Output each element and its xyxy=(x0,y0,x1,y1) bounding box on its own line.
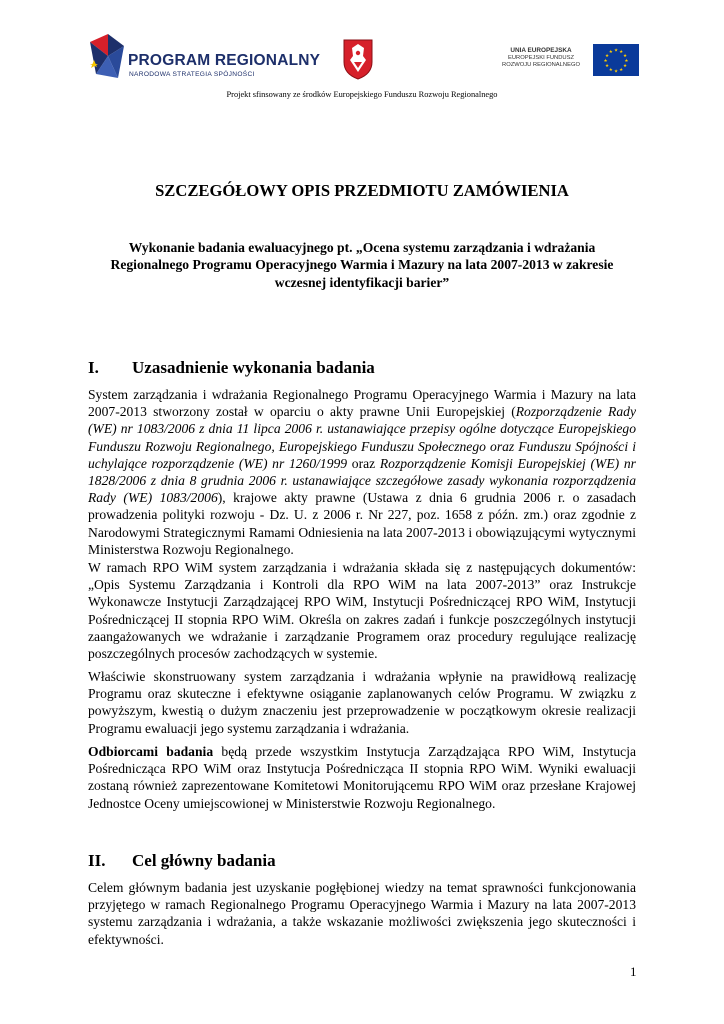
eu-flag-icon xyxy=(593,44,639,76)
section-heading-2 xyxy=(88,851,276,871)
paragraph-system-documents: W ramach RPO WiM system zarządzania i wdrażania składa się z następujących dokumentów: „Opis Systemu Zarządzania i Kontroli dla RPO WiM na lata 2007-2013” oraz Instrukcje Wykonawcze Instytucji Zarządzającej RPO WiM, Instytucji Pośredniczącej RPO WiM, Instytucji Pośredniczącej II stopnia RPO WiM. Określa on zakres zadań i funkcje poszczególnych instytucji zaangażowanych we wdrażanie i zarządzanie Programem oraz procedury regulujące realizację poszczególnych procesów zachodzących w systemie. xyxy=(88,560,636,662)
section-title: Cel główny badania xyxy=(132,851,276,870)
warmia-mazury-crest-icon xyxy=(342,38,374,80)
document-title: SZCZEGÓŁOWY OPIS PRZEDMIOTU ZAMÓWIENIA xyxy=(155,181,569,200)
text-run: oraz xyxy=(347,455,380,471)
section-number: II. xyxy=(88,851,106,870)
page-number: 1 xyxy=(630,964,637,979)
svg-text:★: ★ xyxy=(608,68,613,73)
text-run: System zarządzania i wdrażania Regionalnego Programu Operacyjnego Warmia i Mazury na lata 2007-2013 stworzony został w oparciu o akty prawne Unii Europejskiej ( xyxy=(88,387,636,420)
section-title: Uzasadnienie wykonania badania xyxy=(132,358,375,377)
svg-text:★: ★ xyxy=(613,48,619,54)
eu-logo-line2: EUROPEJSKI FUNDUSZ xyxy=(507,54,575,61)
italic-run: Rozporządzenie Rady (WE) nr 1083/2006 z dnia 11 lipca 2006 r. ustanawiające przepisy ogólne dotyczące Europejskiego Funduszu Rozwoju Regionalnego, Europejskiego Funduszu Społecznego oraz Funduszu Spójności i uchylające rozporządzenie (WE) nr 1260/1999 xyxy=(88,404,636,471)
program-regionalny-logo xyxy=(88,34,321,86)
paragraph-recipients xyxy=(88,743,636,812)
paragraph-evaluation-need: Właściwie skonstruowany system zarządzania i wdrażania wpłynie na prawidłową realizację Programu oraz skuteczne i efektywne osiąganie zaplanowanych celów Programu. W związku z powyższym, kwestią o dużym znaczeniu jest przeprowadzenie w początkowym okresie realizacji Programu ewaluacji jego systemu zarządzania i wdrażania. xyxy=(88,669,636,736)
italic-run: Rozporządzenie Komisji Europejskiej (WE) nr 1828/2006 z dnia 8 grudnia 2006 r. ustanawiające szczegółowe zasady wykonania rozporządzenia Rady (WE) 1083/2006 xyxy=(88,455,636,506)
svg-text:★: ★ xyxy=(619,68,624,73)
funding-note: Projekt sfinsowany ze środków Europejskiego Funduszu Rozwoju Regionalnego xyxy=(226,90,498,99)
svg-text:★: ★ xyxy=(622,64,628,70)
svg-text:★: ★ xyxy=(619,50,624,55)
eu-logo-line3: ROZWOJU REGIONALNEGO xyxy=(502,62,580,68)
program-logo-subtitle: NARODOWA STRATEGIA SPÓJNOŚCI xyxy=(129,71,255,78)
svg-text:★: ★ xyxy=(608,50,613,55)
svg-text:★: ★ xyxy=(613,69,619,75)
paragraph-main-goal: Celem głównym badania jest uzyskanie pogłębionej wiedzy na temat sprawności funkcjonowania przyjętego w ramach Regionalnego Programu Operacyjnego Warmia i Mazury na lata 2007-2013 systemu zarządzania i wdrażania, a także wskazanie możliwości zwiększenia jego skuteczności i efektywności. xyxy=(88,880,636,947)
eu-logo-line1: UNIA EUROPEJSKA xyxy=(510,47,572,54)
paragraph-legal-basis xyxy=(88,386,636,558)
section-heading-1 xyxy=(88,358,375,378)
program-regionalny-logo-icon xyxy=(88,34,126,86)
document-subtitle: Wykonanie badania ewaluacyjnego pt. „Ocena systemu zarządzania i wdrażania Regionalnego Programu Operacyjnego Warmia i Mazury na lata 2007-2013 w zakresie wczesnej identyfikacji barier” xyxy=(110,240,614,290)
logo-bar xyxy=(0,30,724,90)
svg-text:★: ★ xyxy=(604,53,610,59)
program-logo-title: PROGRAM REGIONALNY xyxy=(128,52,321,69)
svg-text:★: ★ xyxy=(604,64,610,70)
svg-text:★: ★ xyxy=(624,59,629,64)
section-number: I. xyxy=(88,358,99,377)
svg-text:★: ★ xyxy=(603,59,608,64)
svg-text:★: ★ xyxy=(622,53,628,59)
eu-logo-text xyxy=(492,47,590,70)
bold-run: Odbiorcami badania xyxy=(88,744,214,759)
text-run: będą przede wszystkim Instytucja Zarządzająca RPO WiM, Instytucja Pośrednicząca RPO WiM oraz Instytucja Pośrednicząca II stopnia RPO WiM. Wyniki ewaluacji zostaną również zaprezentowane Komitetowi Monitorującemu RPO WiM oraz przesłane Krajowej Jednostce Oceny umiejscowionej w Ministerstwie Rozwoju Regionalnego. xyxy=(88,744,637,811)
text-run: ), krajowe akty prawne (Ustawa z dnia 6 grudnia 2006 r. o zasadach prowadzenia polityki rozwoju - Dz. U. z 2006 r. Nr 227, poz. 1658 z późn. zm.) oraz zgodnie z Narodowymi Strategicznymi Ramami Odniesienia na lata 2007-2013 i obowiązującymi wytycznymi Ministerstwa Rozwoju Regionalnego. xyxy=(88,490,636,557)
